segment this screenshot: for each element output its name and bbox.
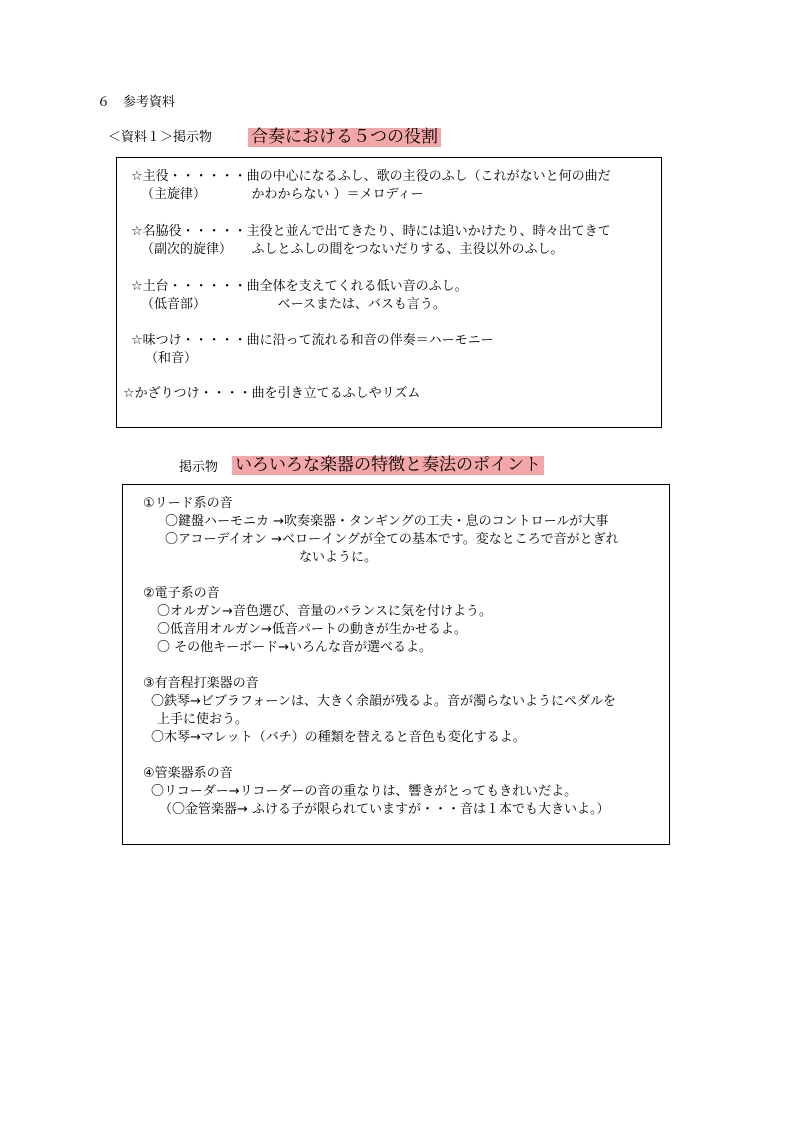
panel1-line: ☆土台・・・・・・曲全体を支えてくれる低い音のふし。 bbox=[131, 279, 468, 294]
panel2-line: 〇オルガン→音色選び、音量のバランスに気を付けよう。 bbox=[157, 604, 492, 619]
panel2-line: 上手に使おう。 bbox=[157, 712, 249, 727]
panel2-line: 〇低音用オルガン→低音パートの動きが生かせるよ。 bbox=[157, 622, 467, 637]
panel2-title: いろいろな楽器の特徴と奏法のポイント bbox=[232, 456, 544, 475]
panel2-prefix: 掲示物 bbox=[179, 460, 219, 475]
panel1-line: ☆かざりつけ・・・・曲を引き立てるふしやリズム bbox=[123, 386, 421, 401]
panel2-box bbox=[122, 484, 670, 845]
panel1-line: （低音部） ベースまたは、バスも言う。 bbox=[141, 297, 446, 312]
panel2-line: ④管楽器系の音 bbox=[143, 766, 233, 781]
panel2-line: ③有音程打楽器の音 bbox=[143, 676, 259, 691]
panel1-line: ☆味つけ・・・・・曲に沿って流れる和音の伴奏＝ハーモニー bbox=[131, 333, 494, 348]
panel2-line: （〇金管楽器→ ふける子が限られていますが・・・音は１本でも大きいよ。） bbox=[159, 802, 610, 817]
panel2-line: ①リード系の音 bbox=[143, 496, 233, 511]
panel2-line: 〇鍵盤ハーモニカ →吹奏楽器・タンギングの工夫・息のコントロールが大事 bbox=[165, 514, 609, 529]
panel1-box bbox=[116, 157, 662, 428]
panel2-line: 〇アコーデイオン →ベローイングが全ての基本です。変なところで音がとぎれ bbox=[165, 532, 619, 547]
panel1-line: （主旋律） かわからない ）＝メロディー bbox=[141, 187, 424, 202]
section-title: ６ 参考資料 bbox=[97, 95, 176, 110]
panel1-line: （副次的旋律） ふしとふしの間をつないだりする、主役以外のふし。 bbox=[141, 242, 564, 257]
panel1-line: （和音） bbox=[145, 351, 198, 366]
panel1-prefix: ＜資料１＞掲示物 bbox=[108, 130, 213, 145]
panel1-line: ☆名脇役・・・・・主役と並んで出てきたり、時には追いかけたり、時々出てきて bbox=[131, 224, 611, 239]
panel1-title: 合奏における５つの役割 bbox=[248, 128, 441, 147]
panel1-line: ☆主役・・・・・・曲の中心になるふし、歌の主役のふし（これがないと何の曲だ bbox=[131, 169, 611, 184]
panel2-line: 〇リコーダー→リコーダーの音の重なりは、響きがとってもきれいだよ。 bbox=[151, 784, 578, 799]
panel2-line: 〇木琴→マレット（バチ）の種類を替えると音色も変化するよ。 bbox=[151, 730, 526, 745]
panel2-line: ②電子系の音 bbox=[143, 586, 220, 601]
panel2-line: ないように。 bbox=[299, 550, 378, 565]
panel2-line: 〇鉄琴→ビブラフォーンは、大きく余韻が残るよ。音が濁らないようにペダルを bbox=[151, 694, 616, 709]
panel2-line: 〇 その他キーボード→いろんな音が選べるよ。 bbox=[157, 640, 433, 655]
